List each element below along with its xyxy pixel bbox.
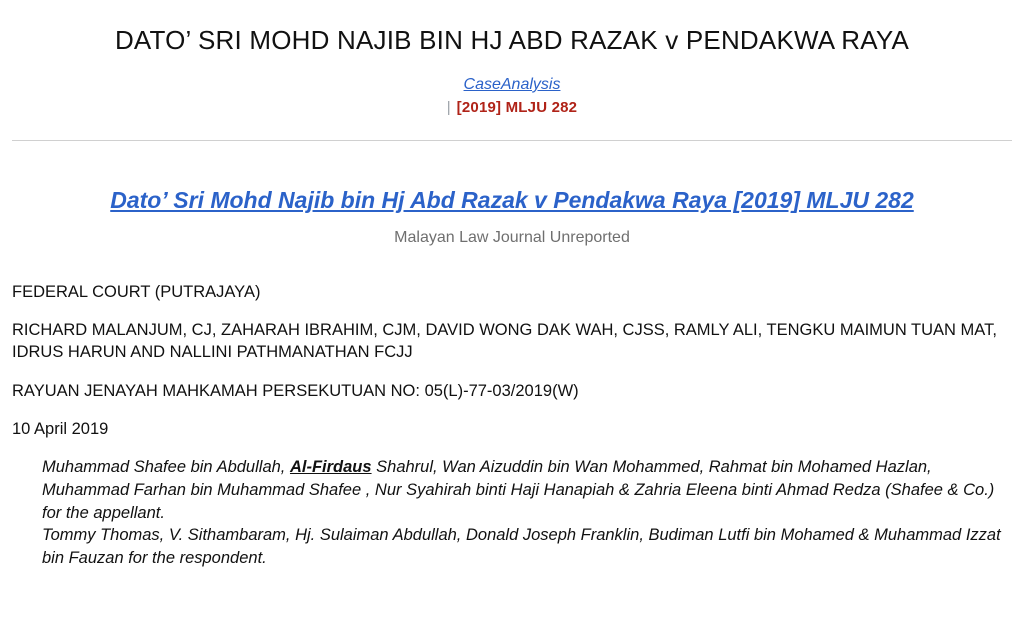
case-heading-link[interactable]: Dato’ Sri Mohd Najib bin Hj Abd Razak v Pendakwa Raya [2019] MLJU 282 xyxy=(110,187,914,213)
citation-badge: [2019] MLJU 282 xyxy=(456,99,578,116)
counsel-appellant-part1: Muhammad Shafee bin Abdullah, xyxy=(42,458,290,477)
page-title: DATO’ SRI MOHD NAJIB BIN HJ ABD RAZAK v PENDAKWA RAYA xyxy=(114,25,910,55)
judges-list: RICHARD MALANJUM, CJ, ZAHARAH IBRAHIM, CJM, DAVID WONG DAK WAH, CJSS, RAMLY ALI, TENGKU MAIMUN TUAN MAT, IDRUS HARUN AND NALLINI PATHMANATHAN FCJJ xyxy=(12,321,997,362)
case-number: RAYUAN JENAYAH MAHKAMAH PERSEKUTUAN NO: 05(L)-77-03/2019(W) xyxy=(12,381,579,400)
citation-separator: | xyxy=(446,99,451,116)
counsel-appellant-emphasis: Al-Firdaus xyxy=(289,458,372,477)
counsel-block xyxy=(42,456,1012,570)
header-divider xyxy=(12,140,1012,141)
judgment-date: 10 April 2019 xyxy=(12,419,109,438)
case-analysis-link[interactable]: CaseAnalysis xyxy=(463,76,561,93)
counsel-respondent: Tommy Thomas, V. Sithambaram, Hj. Sulaiman Abdullah, Donald Joseph Franklin, Budiman Lutfi bin Mohamed & Muhammad Izzat bin Fauzan for the respondent. xyxy=(42,526,1001,568)
citation-row xyxy=(0,99,1024,116)
case-analysis-row xyxy=(0,76,1024,94)
court-name: FEDERAL COURT (PUTRAJAYA) xyxy=(12,282,261,301)
counsel-appellant xyxy=(42,456,1012,524)
journal-subheading: Malayan Law Journal Unreported xyxy=(394,228,630,246)
counsel-appellant-part2: Shahrul, Wan Aizuddin bin Wan Mohammed, Rahmat bin Mohamed Hazlan, Muhammad Farhan bin Muhammad Shafee , Nur Syahirah binti Haji Hanapiah & Zahria Eleena binti Ahmad Redza (Shafee & Co.) for the appellant. xyxy=(42,458,995,522)
case-metadata xyxy=(12,247,1012,440)
